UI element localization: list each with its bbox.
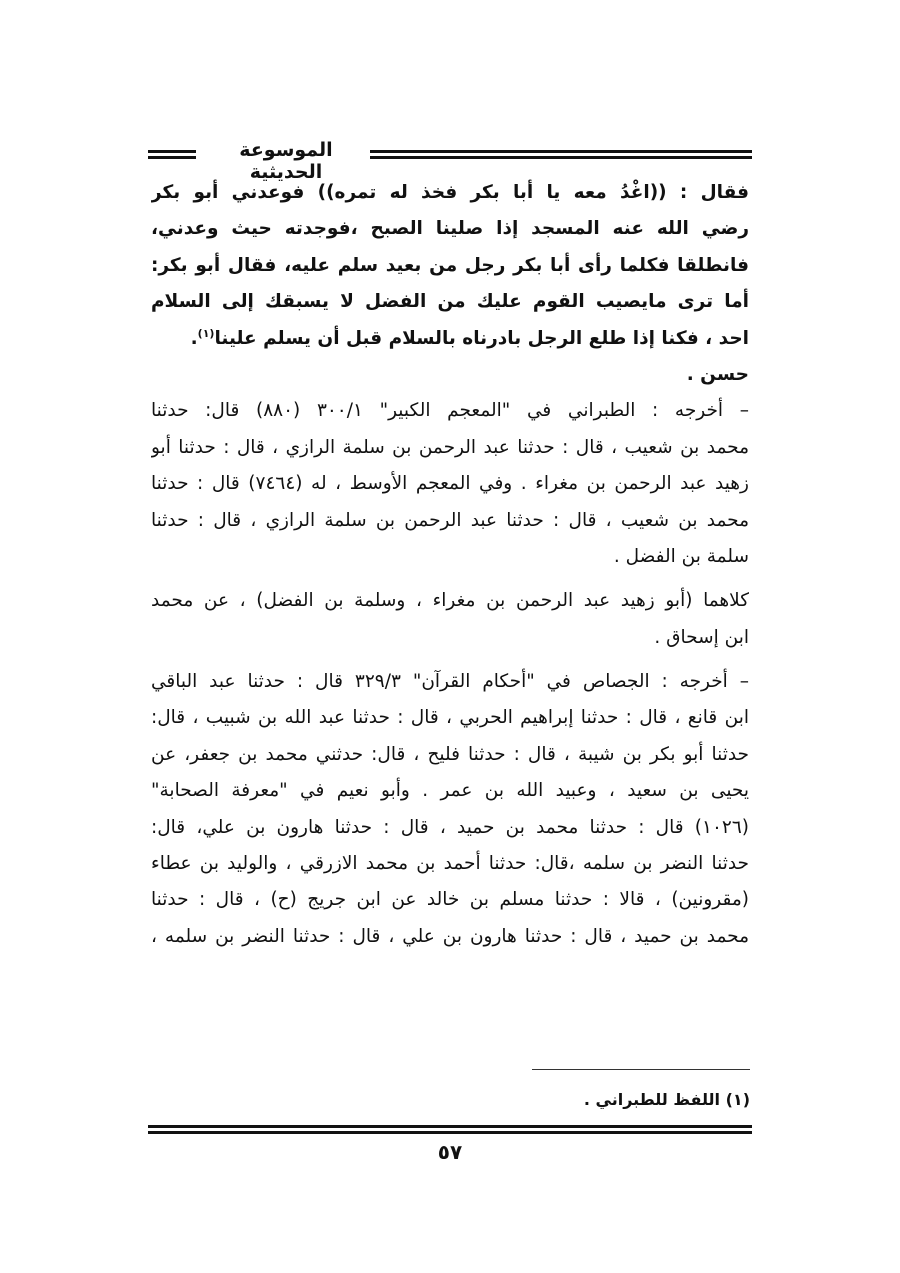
text-line: محمد بن حميد ، قال : حدثنا هارون بن علي ، قال : حدثنا النضر بن سلمه ، <box>151 925 749 947</box>
text-line-content: احد ، فكنا إذا طلع الرجل بادرناه بالسلام قبل أن يسلم علينا <box>214 327 749 349</box>
footnote-separator <box>532 1069 750 1070</box>
text-line: احد ، فكنا إذا طلع الرجل بادرناه بالسلام قبل أن يسلم علينا$^{(١)}$. <box>190 326 749 349</box>
text-line: أما ترى مايصيب القوم عليك من الفضل لا يسبقك إلى السلام <box>151 291 749 313</box>
footnote: (١) اللفظ للطبراني . <box>583 1090 750 1109</box>
text-line: محمد بن شعيب ، قال : حدثنا عبد الرحمن بن سلمة الرازي ، قال : حدثنا أبو <box>151 436 749 458</box>
page-header <box>148 139 752 183</box>
text-line: حدثنا أبو بكر بن شيبة ، قال : حدثنا فليح ، قال: حدثني محمد بن جعفر، عن <box>151 743 749 765</box>
body-text <box>151 175 749 955</box>
text-line: ابن قانع ، قال : حدثنا إبراهيم الحربي ، قال : حدثنا عبد الله بن شبيب ، قال: <box>151 707 749 729</box>
text-line: يحيى بن سعيد ، وعبيد الله بن عمر . وأبو نعيم في "معرفة الصحابة" <box>151 780 749 802</box>
header-title: الموسوعة الحديثية <box>239 139 333 183</box>
text-line: سلمة بن الفضل . <box>613 545 749 567</box>
text-line: (مقرونين) ، قالا : حدثنا مسلم بن خالد عن ابن جريج (ح) ، قال : حدثنا <box>151 889 749 911</box>
text-line: حسن . <box>686 363 749 385</box>
text-line: (١٠٢٦) قال : حدثنا محمد بن حميد ، قال : حدثنا هارون بن علي، قال: <box>151 816 749 838</box>
text-line: – أخرجه : الطبراني في "المعجم الكبير" ٣٠٠/١ (٨٨٠) قال: حدثنا <box>151 400 749 422</box>
text-line: ابن إسحاق . <box>654 626 749 648</box>
text-line: فانطلقا فكلما رأى أبا بكر رجل من بعيد سلم عليه، فقال أبو بكر: <box>151 254 749 276</box>
header-rule-left <box>148 150 196 159</box>
text-line: كلاهما (أبو زهيد عبد الرحمن بن مغراء ، وسلمة بن الفضل) ، عن محمد <box>151 590 749 612</box>
text-line: رضي الله عنه المسجد إذا صلينا الصبح ،فوجدته حيث وعدني، <box>151 218 749 240</box>
footnote-reference: (١) <box>197 326 215 340</box>
page-number: ٥٧ <box>437 1140 463 1164</box>
header-rule-right <box>370 150 752 159</box>
text-line: حدثنا النضر بن سلمه ،قال: حدثنا أحمد بن محمد الازرقي ، والوليد بن عطاء <box>151 853 749 875</box>
text-line: محمد بن شعيب ، قال : حدثنا عبد الرحمن بن سلمة الرازي ، قال : حدثنا <box>151 509 749 531</box>
text-line: فقال : ((اغْدُ معه يا أبا بكر فخذ له تمره)) فوعدني أبو بكر <box>151 182 749 203</box>
footer-rule <box>148 1125 752 1134</box>
text-line: – أخرجه : الجصاص في "أحكام القرآن" ٣٢٩/٣ قال : حدثنا عبد الباقي <box>151 671 749 693</box>
text-line: زهيد عبد الرحمن بن مغراء . وفي المعجم الأوسط ، له (٧٤٦٤) قال : حدثنا <box>151 473 749 495</box>
